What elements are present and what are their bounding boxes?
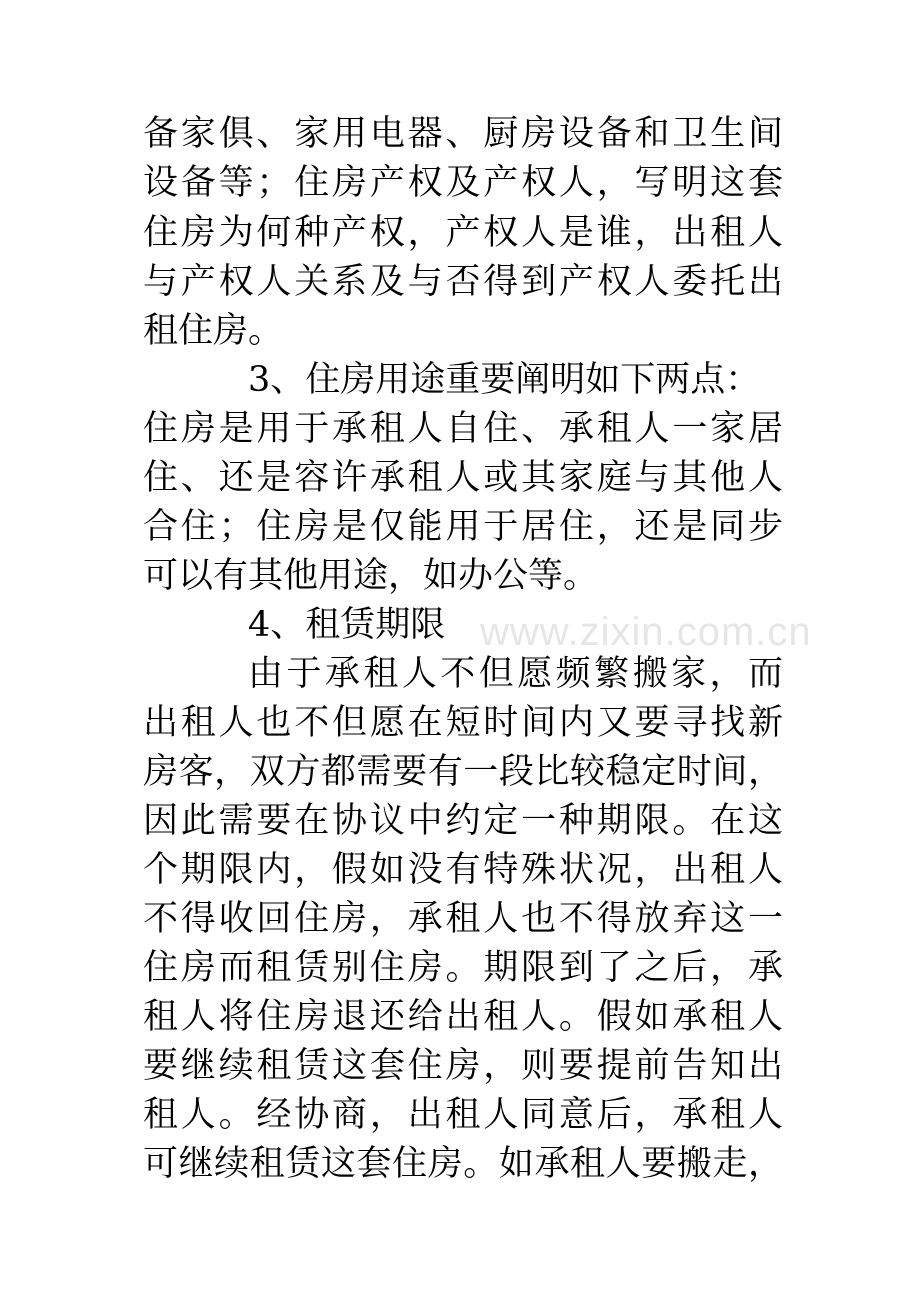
watermark: www.zixin.com.cn — [480, 610, 812, 654]
text-line: 房客，双方都需要有一段比较稳定时间， — [143, 752, 783, 792]
text-line: 不得收回住房，承租人也不得放弃这一 — [143, 899, 783, 939]
text-line: 设备等；住房产权及产权人，写明这套 — [143, 163, 783, 203]
text-line: 可以有其他用途，如办公等。 — [143, 556, 599, 596]
section-heading: 4、租赁期限 — [248, 605, 446, 645]
text-line: 住房为何种产权，产权人是谁，出租人 — [143, 213, 783, 253]
text-line: 住房是用于承租人自住、承租人一家居 — [143, 409, 783, 449]
text-line: 出租人也不但愿在短时间内又要寻找新 — [143, 703, 783, 743]
text-line: 可继续租赁这套住房。如承租人要搬走， — [143, 1144, 783, 1184]
text-line: 合住；住房是仅能用于居住，还是同步 — [143, 507, 783, 547]
text-line: 住、还是容许承租人或其家庭与其他人 — [143, 458, 783, 498]
text-line: 租人。经协商，出租人同意后，承租人 — [143, 1095, 783, 1135]
text-line: 由于承租人不但愿频繁搬家，而 — [248, 654, 783, 694]
text-line: 备家俱、家用电器、厨房设备和卫生间 — [143, 114, 783, 154]
text-line: 租住房。 — [143, 311, 284, 351]
text-line: 与产权人关系及与否得到产权人委托出 — [143, 262, 783, 302]
text-line: 因此需要在协议中约定一种期限。在这 — [143, 801, 783, 841]
text-line: 住房而租赁别住房。期限到了之后，承 — [143, 948, 783, 988]
section-heading: 3、住房用途重要阐明如下两点： — [248, 360, 761, 400]
text-line: 个期限内，假如没有特殊状况，出租人 — [143, 850, 783, 890]
text-line: 要继续租赁这套住房，则要提前告知出 — [143, 1046, 783, 1086]
text-line: 租人将住房退还给出租人。假如承租人 — [143, 997, 783, 1037]
